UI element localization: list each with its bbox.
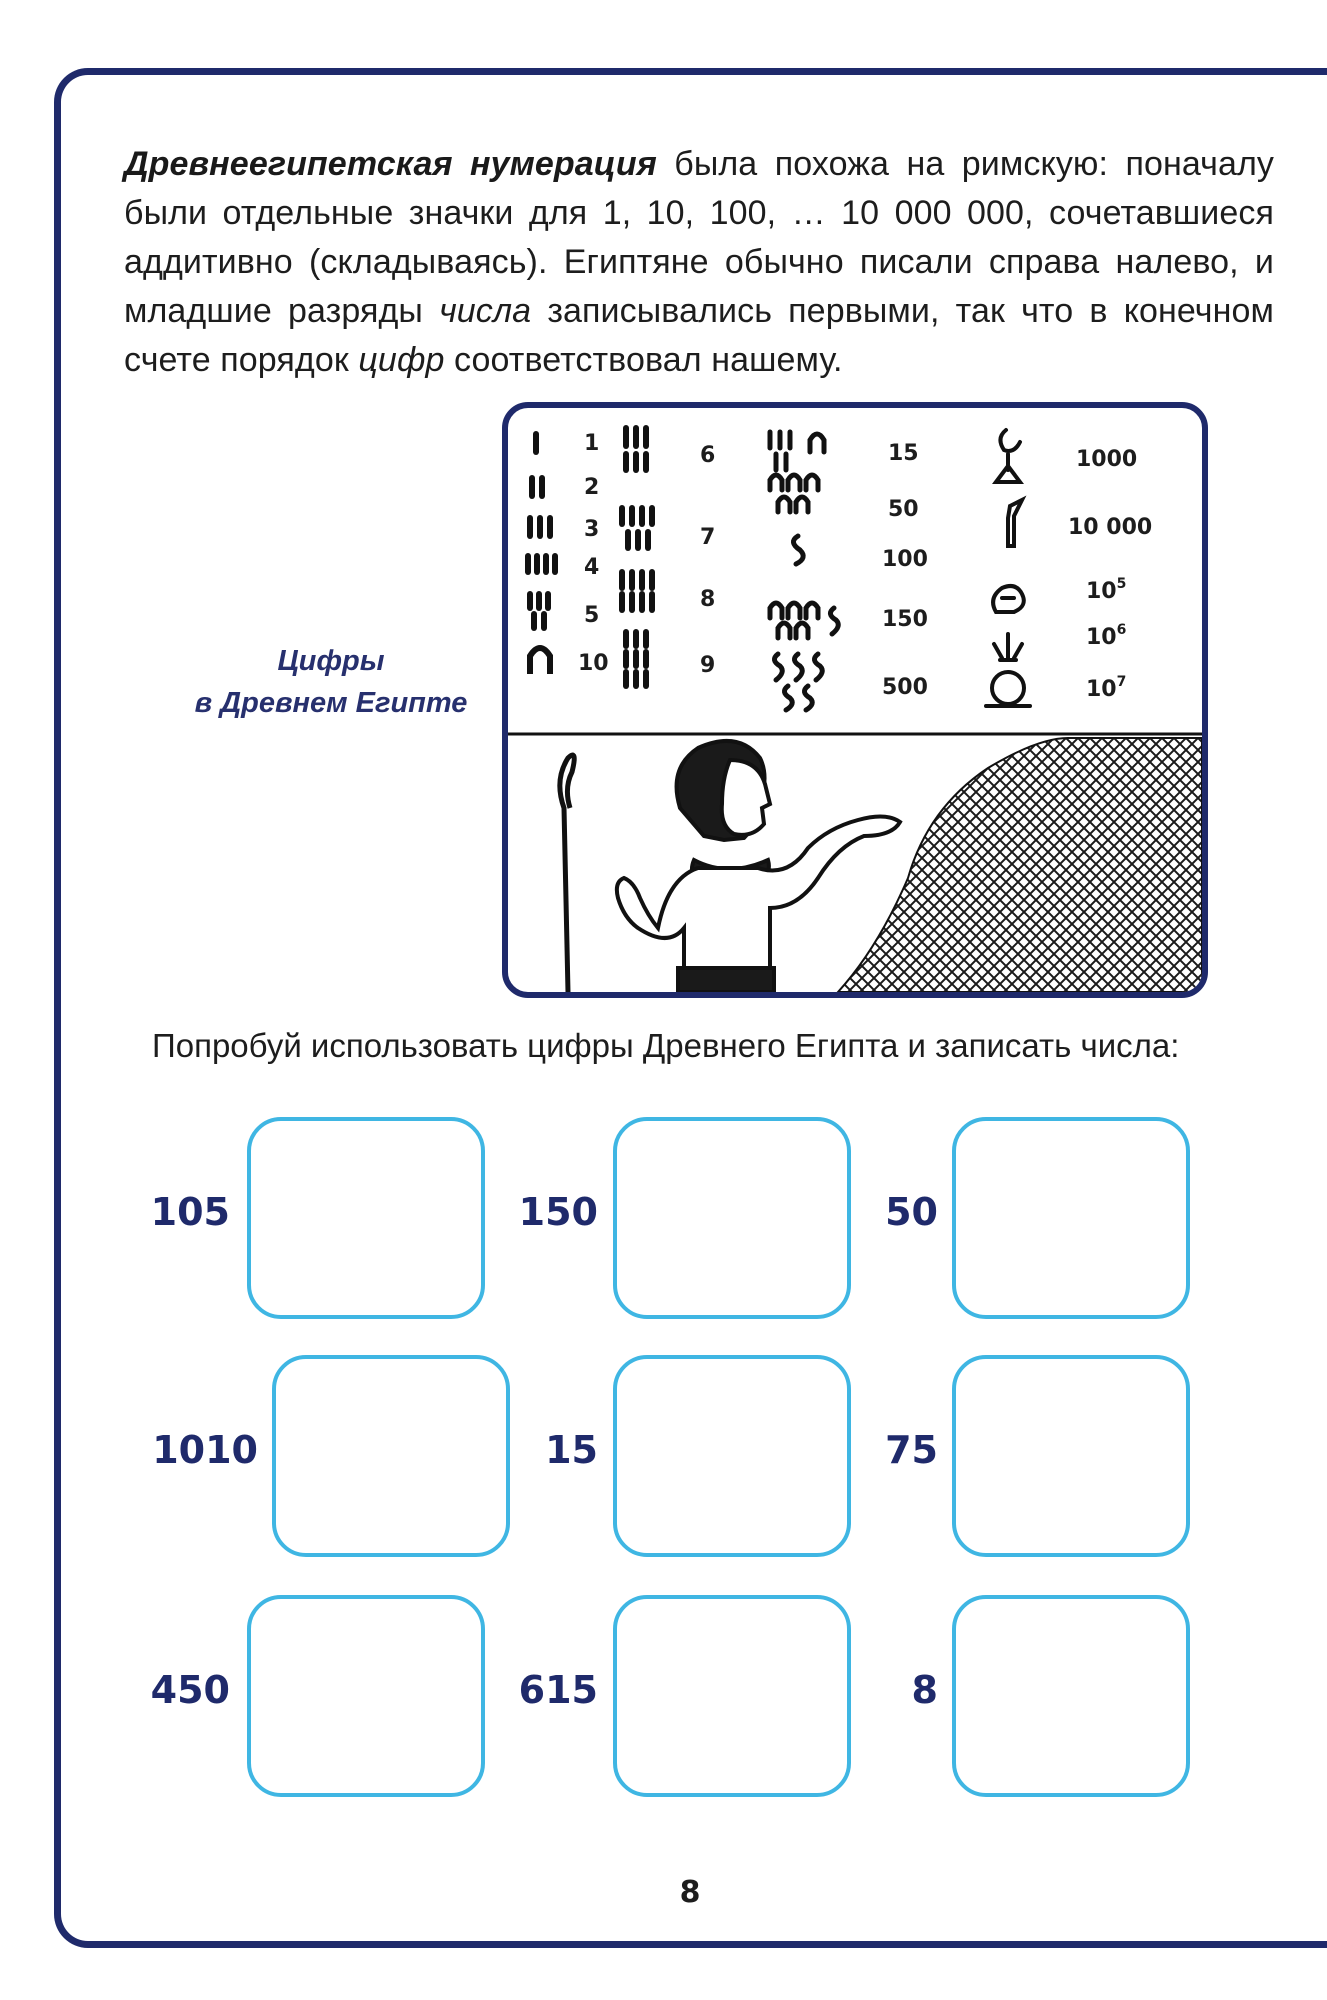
glyphs-large [986,430,1030,706]
numeral-10: 10 [578,651,609,676]
exercise-label-150: 150 [518,1190,598,1234]
glyphs-units [528,434,555,628]
exercise-label-1010: 1010 [152,1428,258,1472]
numeral-50: 50 [888,497,919,522]
intro-term: Древнеегипетская нумерация [124,145,657,183]
answer-box-450[interactable] [247,1595,485,1797]
answer-box-8[interactable] [952,1595,1190,1797]
intro-word-digits: цифр [358,341,445,379]
answer-box-50[interactable] [952,1117,1190,1319]
numeral-2: 2 [584,475,600,500]
numeral-10-pow-6: $10^6$ [1086,622,1127,650]
answer-box-75[interactable] [952,1355,1190,1557]
numeral-1000: 1000 [1076,447,1138,472]
figure-caption [176,640,486,724]
glyph-10 [530,648,550,674]
glyphs-6-9 [622,428,652,686]
caption-line-1: Цифры [277,645,385,677]
egyptian-numerals-figure [502,402,1208,998]
exercise-label-15: 15 [545,1428,598,1472]
caption-line-2: в Древнем Египте [194,687,468,719]
numeral-1: 1 [584,431,600,456]
numeral-3: 3 [584,517,600,542]
exercise-label-615: 615 [518,1668,598,1712]
numeral-500: 500 [882,675,928,700]
page-number: 8 [679,1875,701,1910]
glyphs-15-500 [770,432,838,710]
exercise-label-105: 105 [150,1190,230,1234]
intro-paragraph [124,140,1274,385]
intro-text-1: была похожа на римскую: поначалу были отдельные значки для 1, 10, 100, … 10 000 000, сочетавшиеся аддитивно (складываясь). Египтяне обычно писали справа налево, и младшие разряды [124,145,1274,330]
exercise-label-8: 8 [911,1668,938,1712]
numeral-10-pow-7: $10^7$ [1086,674,1127,702]
numeral-100: 100 [882,547,928,572]
numeral-4: 4 [584,555,600,580]
intro-word-number: числа [439,292,532,330]
numeral-6: 6 [700,443,716,468]
numeral-9: 9 [700,653,716,678]
numeral-15: 15 [888,441,919,466]
exercise-label-75: 75 [885,1428,938,1472]
instruction-text: Попробуй использовать цифры Древнего Египта и записать числа: [152,1027,1180,1064]
numeral-10-pow-5: $10^5$ [1086,576,1127,604]
exercise-label-450: 450 [150,1668,230,1712]
intro-text-2: записывались первыми, так что в конечном счете порядок [124,292,1274,379]
numeral-7: 7 [700,525,716,550]
hatched-wall [838,738,1202,992]
numeral-10000: 10 000 [1068,515,1153,540]
figure-drawing [508,408,1202,992]
exercise-label-50: 50 [885,1190,938,1234]
numeral-5: 5 [584,603,600,628]
egyptian-figure-drawing [617,741,900,992]
numeral-8: 8 [700,587,716,612]
numeral-150: 150 [882,607,928,632]
intro-text-3: соответствовал нашему. [444,341,843,379]
answer-box-105[interactable] [247,1117,485,1319]
staff-drawing [560,755,574,992]
